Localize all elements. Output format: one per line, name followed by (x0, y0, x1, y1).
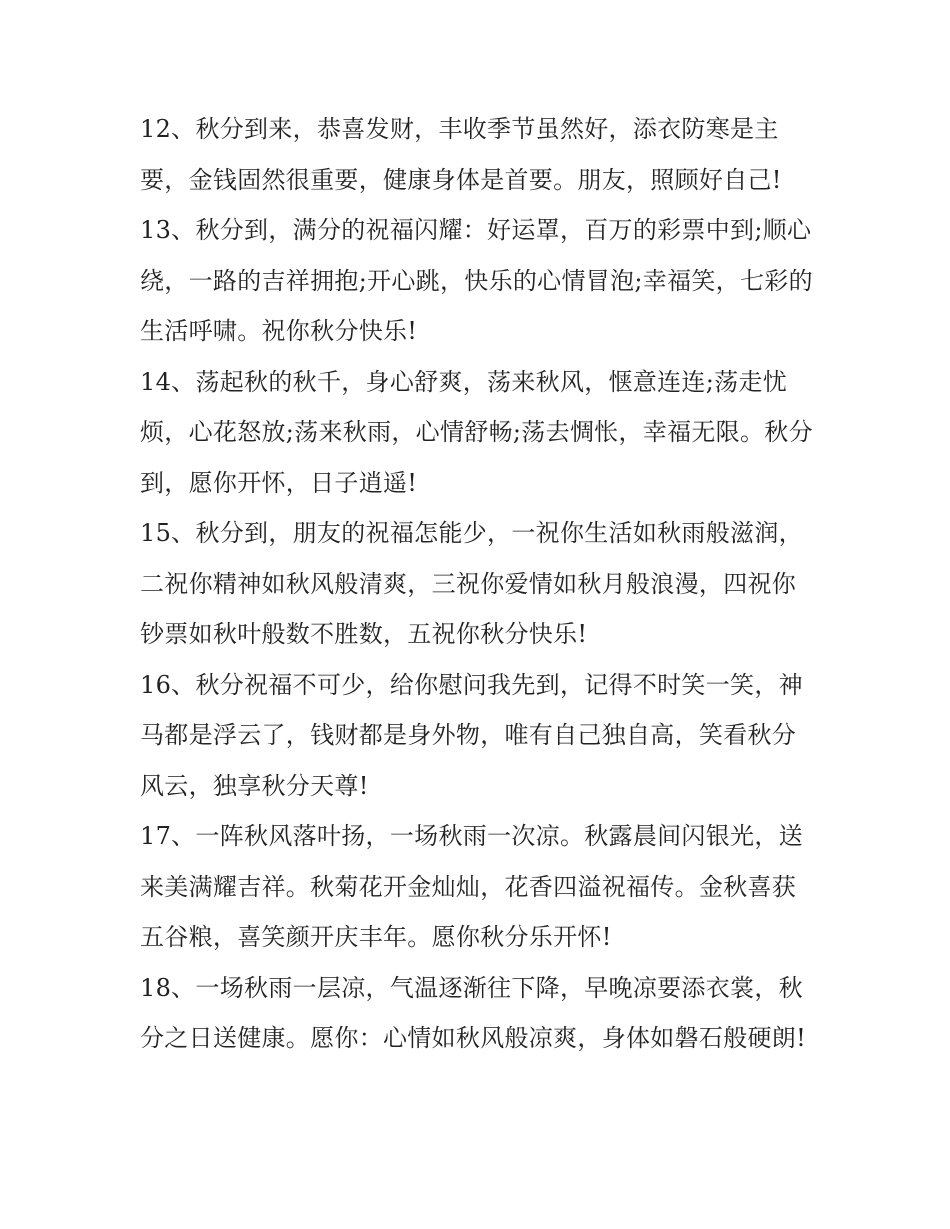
paragraph-12: 12、秋分到来，恭喜发财，丰收季节虽然好，添衣防寒是主要，金钱固然很重要，健康身体是首要。朋友，照顾好自己! (140, 115, 782, 194)
paragraph-15: 15、秋分到，朋友的祝福怎能少，一祝你生活如秋雨般滋润，二祝你精神如秋风般清爽，三祝你爱情如秋月般浪漫，四祝你钞票如秋叶般数不胜数，五祝你秋分快乐! (140, 519, 803, 648)
document-body (140, 104, 815, 1064)
paragraph-18: 18、一场秋雨一层凉，气温逐渐往下降，早晚凉要添衣裳，秋分之日送健康。愿你：心情如秋风般凉爽，身体如磐石般硬朗! (140, 973, 807, 1052)
paragraph-16: 16、秋分祝福不可少，给你慰问我先到，记得不时笑一笑，神马都是浮云了，钱财都是身外物，唯有自己独自高，笑看秋分风云，独享秋分天尊! (140, 670, 803, 800)
paragraph-14: 14、荡起秋的秋千，身心舒爽，荡来秋风，惬意连连;荡走忧烦，心花怒放;荡来秋雨，心情舒畅;荡去惆怅，幸福无限。秋分到，愿你开怀，日子逍遥! (140, 367, 813, 497)
paragraph-13: 13、秋分到，满分的祝福闪耀：好运罩，百万的彩票中到;顺心绕，一路的吉祥拥抱;开心跳，快乐的心情冒泡;幸福笑，七彩的生活呼啸。祝你秋分快乐! (140, 216, 813, 345)
paragraph-17: 17、一阵秋风落叶扬，一场秋雨一次凉。秋露晨间闪银光，送来美满耀吉祥。秋菊花开金灿灿，花香四溢祝福传。金秋喜获五谷粮，喜笑颜开庆丰年。愿你秋分乐开怀! (140, 822, 803, 951)
